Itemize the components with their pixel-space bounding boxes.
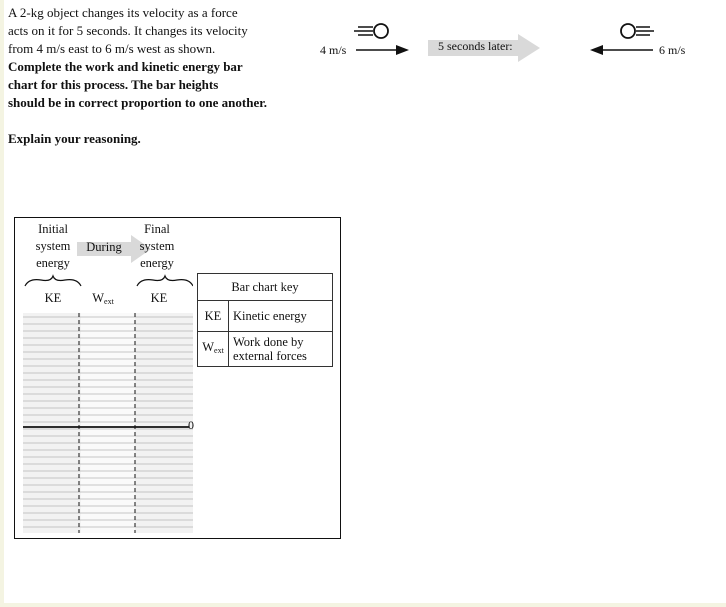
bar-chart-grid — [23, 313, 195, 533]
final-velocity-arrow — [590, 45, 653, 55]
initial-energy-heading — [27, 221, 79, 272]
problem-line-1: A 2-kg object changes its velocity as a force — [8, 5, 238, 20]
final-speed-label: 6 m/s — [659, 43, 686, 57]
bar-chart-key — [197, 273, 333, 367]
key-symbol-w: W — [202, 340, 215, 354]
zero-label: 0 — [188, 418, 194, 432]
initial-heading-line-3: energy — [36, 256, 70, 270]
key-symbol-w-ext — [198, 332, 229, 367]
final-heading-line-1: Final — [144, 222, 170, 236]
key-title: Bar chart key — [198, 274, 333, 301]
initial-heading-line-1: Initial — [38, 222, 68, 236]
grid-columns — [23, 313, 193, 533]
instruction-line-3: should be in correct proportion to one another. — [8, 95, 268, 110]
key-symbol-ke: KE — [198, 301, 229, 332]
final-heading-line-2: system — [139, 239, 175, 253]
initial-heading-line-2: system — [35, 239, 71, 253]
key-desc-w-line-1: Work done by — [233, 335, 304, 349]
initial-velocity-arrow — [356, 45, 409, 55]
instruction-line-2: chart for this process. The bar heights — [8, 77, 219, 92]
motion-diagram-svg — [318, 18, 718, 78]
energy-bar-chart — [14, 217, 341, 539]
page-left-margin — [0, 0, 4, 607]
column-label-ke-initial: KE — [44, 291, 62, 305]
column-label-w-sub: ext — [104, 297, 114, 306]
key-desc-w-ext — [229, 332, 333, 367]
final-heading-line-3: energy — [140, 256, 174, 270]
instruction-line-1: Complete the work and kinetic energy bar — [8, 59, 243, 74]
column-label-ke-final: KE — [150, 291, 168, 305]
motion-diagram — [318, 18, 718, 78]
final-object-icon — [621, 24, 654, 38]
initial-speed-label: 4 m/s — [320, 43, 347, 57]
final-energy-heading — [131, 221, 183, 272]
problem-line-3: from 4 m/s east to 6 m/s west as shown. — [8, 41, 216, 56]
transition-label: 5 seconds later: — [438, 39, 513, 53]
initial-object-icon — [354, 24, 388, 38]
problem-line-2: acts on it for 5 seconds. It changes its velocity — [8, 23, 248, 38]
column-label-w-ext — [81, 290, 125, 310]
problem-statement — [8, 4, 318, 148]
column-label-w: W — [92, 291, 105, 305]
page-bottom-margin — [0, 603, 726, 607]
explain-prompt: Explain your reasoning. — [8, 131, 141, 146]
during-label: During — [86, 240, 122, 254]
key-desc-ke: Kinetic energy — [229, 301, 333, 332]
key-desc-w-line-2: external forces — [233, 349, 307, 363]
column-braces — [23, 274, 193, 290]
key-symbol-w-sub: ext — [214, 346, 224, 355]
